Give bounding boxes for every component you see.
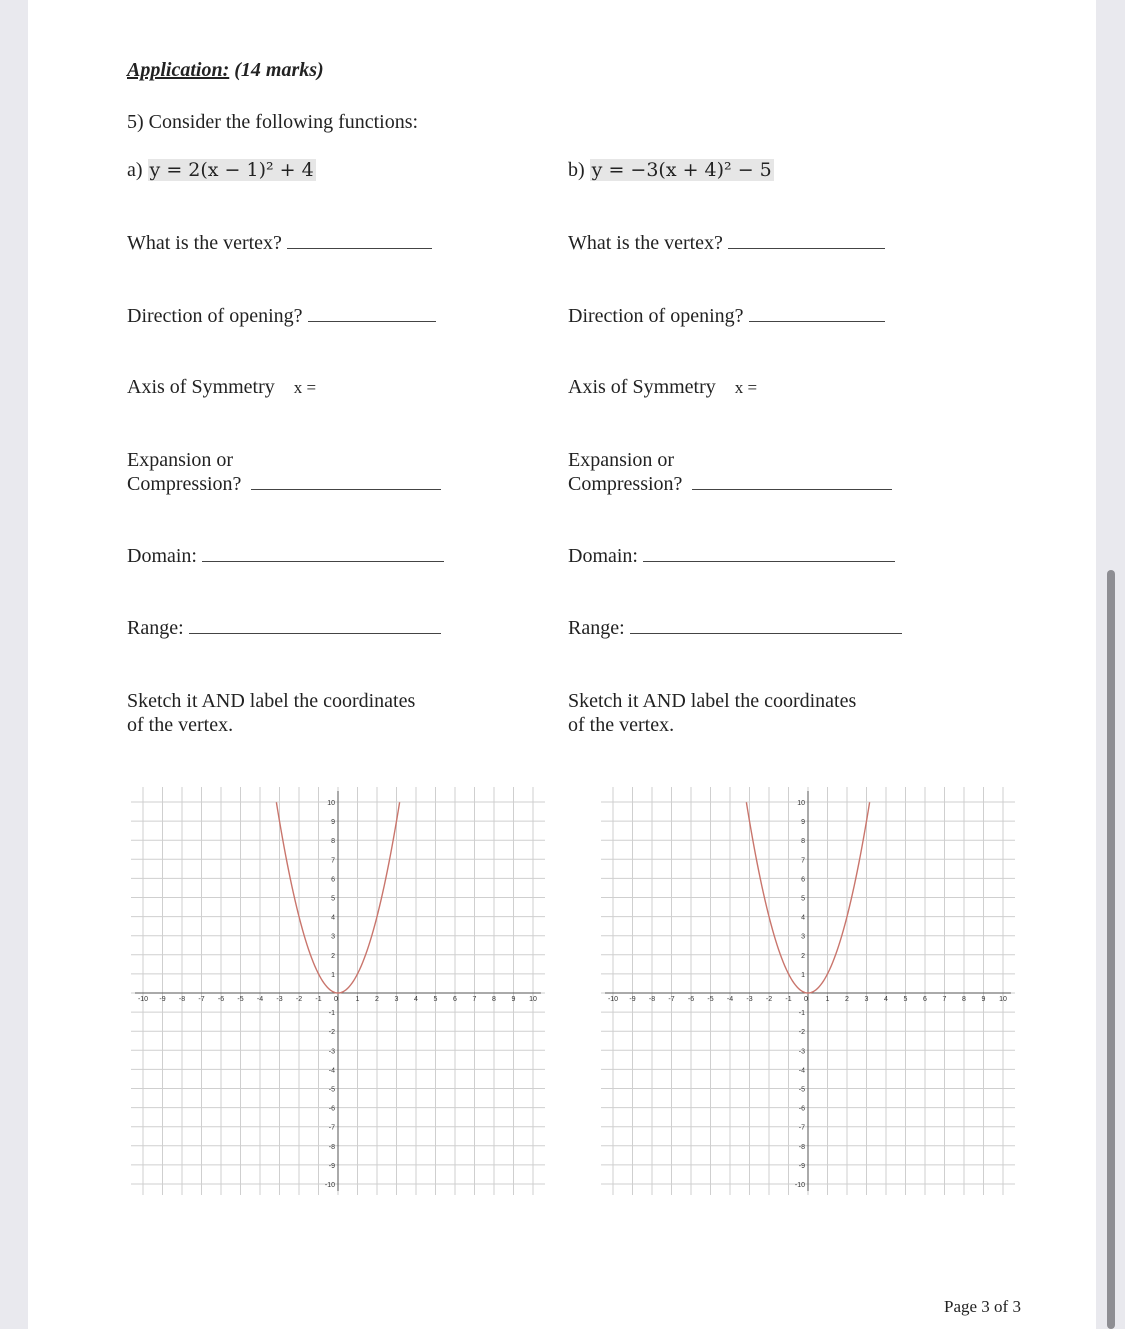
part-a-direction-label: Direction of opening? bbox=[127, 305, 303, 327]
part-b-range-blank[interactable] bbox=[630, 617, 902, 634]
x-tick-label: 0 bbox=[804, 996, 808, 1003]
graph-b[interactable] bbox=[598, 784, 1018, 1198]
y-tick-label: -7 bbox=[798, 1124, 805, 1132]
part-a-vertex-blank[interactable] bbox=[287, 232, 432, 249]
x-tick-label: 7 bbox=[472, 996, 477, 1003]
part-a-axis-equation: x = bbox=[293, 378, 317, 397]
part-b-domain-blank[interactable] bbox=[643, 545, 895, 562]
y-tick-label: -1 bbox=[798, 1010, 805, 1018]
part-b-sketch-line1: Sketch it AND label the coordinates bbox=[568, 690, 857, 712]
y-tick-label: -6 bbox=[798, 1105, 805, 1113]
part-b-axis-equation: x = bbox=[734, 378, 758, 397]
y-tick-label: -2 bbox=[328, 1029, 335, 1037]
part-a-expansion-blank[interactable] bbox=[251, 473, 441, 490]
y-tick-label: 3 bbox=[801, 933, 805, 941]
y-tick-label: -10 bbox=[794, 1182, 805, 1189]
part-b-domain-row bbox=[568, 544, 895, 568]
part-a-equation-row bbox=[127, 158, 316, 182]
part-b-axis-label: Axis of Symmetry bbox=[568, 376, 716, 398]
part-b-equation-row bbox=[568, 158, 774, 182]
part-b-vertex-label: What is the vertex? bbox=[568, 232, 723, 254]
x-tick-label: -1 bbox=[315, 996, 322, 1003]
y-tick-label: 5 bbox=[331, 895, 335, 903]
x-tick-label: 9 bbox=[981, 996, 986, 1003]
part-a-equation: y = 2(x − 1)² + 4 bbox=[149, 159, 314, 181]
x-tick-label: -8 bbox=[648, 996, 656, 1003]
y-tick-label: 1 bbox=[801, 971, 805, 979]
x-tick-label: 8 bbox=[962, 996, 966, 1003]
part-a-vertex-row bbox=[127, 231, 432, 255]
part-b-expansion-line1: Expansion or bbox=[568, 449, 675, 471]
x-tick-label: -8 bbox=[178, 996, 186, 1003]
x-tick-label: -5 bbox=[707, 996, 714, 1003]
y-tick-label: -4 bbox=[798, 1067, 805, 1075]
heading-marks: (14 marks) bbox=[229, 59, 324, 81]
y-tick-label: 10 bbox=[797, 800, 805, 807]
part-b-expansion-row bbox=[568, 472, 892, 496]
x-tick-label: 5 bbox=[433, 996, 438, 1003]
y-tick-label: -1 bbox=[328, 1010, 335, 1018]
x-tick-label: 5 bbox=[903, 996, 908, 1003]
x-tick-label: 6 bbox=[923, 996, 927, 1003]
part-a-range-blank[interactable] bbox=[189, 617, 441, 634]
x-tick-label: 1 bbox=[825, 996, 830, 1003]
y-tick-label: 8 bbox=[801, 838, 805, 846]
y-tick-label: 5 bbox=[801, 895, 805, 903]
part-a-direction-row bbox=[127, 304, 436, 328]
x-tick-label: -7 bbox=[198, 996, 205, 1003]
x-tick-label: 4 bbox=[414, 996, 418, 1003]
part-a-expansion-line1: Expansion or bbox=[127, 449, 234, 471]
y-tick-label: -2 bbox=[798, 1029, 805, 1037]
y-tick-label: 4 bbox=[801, 914, 805, 922]
part-b-domain-label: Domain: bbox=[568, 545, 638, 567]
part-a-range-row bbox=[127, 616, 441, 640]
part-b-direction-blank[interactable] bbox=[749, 305, 885, 322]
part-a-range-label: Range: bbox=[127, 617, 184, 639]
y-tick-label: 6 bbox=[331, 876, 335, 884]
y-tick-label: -9 bbox=[328, 1162, 335, 1170]
y-tick-label: -10 bbox=[324, 1182, 335, 1189]
part-b-range-label: Range: bbox=[568, 617, 625, 639]
y-tick-label: -8 bbox=[798, 1143, 805, 1151]
part-b-direction-row bbox=[568, 304, 885, 328]
question-text: 5) Consider the following functions: bbox=[127, 111, 419, 133]
y-tick-label: 9 bbox=[801, 819, 805, 827]
part-b-vertex-blank[interactable] bbox=[728, 232, 885, 249]
part-a-direction-blank[interactable] bbox=[308, 305, 436, 322]
part-a-sketch-line2: of the vertex. bbox=[127, 714, 234, 736]
part-a-axis-label: Axis of Symmetry bbox=[127, 376, 275, 398]
heading-label: Application: bbox=[127, 59, 230, 81]
x-tick-label: -3 bbox=[276, 996, 283, 1003]
x-tick-label: 10 bbox=[529, 996, 537, 1003]
part-b-vertex-row bbox=[568, 231, 885, 255]
part-b-label: b) bbox=[568, 159, 585, 181]
part-b-range-row bbox=[568, 616, 902, 640]
x-tick-label: 2 bbox=[375, 996, 379, 1003]
scrollbar-thumb[interactable] bbox=[1107, 570, 1115, 1329]
part-a-expansion-row bbox=[127, 472, 441, 496]
x-tick-label: 2 bbox=[845, 996, 849, 1003]
y-tick-label: -8 bbox=[328, 1143, 335, 1151]
x-tick-label: -3 bbox=[746, 996, 753, 1003]
graph-a[interactable] bbox=[128, 784, 548, 1198]
x-tick-label: -6 bbox=[217, 996, 225, 1003]
y-tick-label: -4 bbox=[328, 1067, 335, 1075]
y-tick-label: -5 bbox=[328, 1086, 335, 1094]
x-tick-label: -9 bbox=[159, 996, 166, 1003]
y-tick-label: -7 bbox=[328, 1124, 335, 1132]
x-tick-label: 1 bbox=[355, 996, 360, 1003]
y-tick-label: 8 bbox=[331, 838, 335, 846]
part-a-domain-row bbox=[127, 544, 444, 568]
x-tick-label: -6 bbox=[687, 996, 695, 1003]
part-a-sketch-line1: Sketch it AND label the coordinates bbox=[127, 690, 416, 712]
part-a-expansion-label: Compression? bbox=[127, 473, 242, 495]
y-tick-label: 7 bbox=[801, 857, 805, 865]
y-tick-label: 10 bbox=[327, 800, 335, 807]
y-tick-label: -9 bbox=[798, 1162, 805, 1170]
y-tick-label: -3 bbox=[328, 1048, 335, 1056]
part-b-axis-row bbox=[568, 375, 757, 400]
x-tick-label: -7 bbox=[668, 996, 675, 1003]
x-tick-label: 0 bbox=[334, 996, 338, 1003]
x-tick-label: -10 bbox=[137, 996, 149, 1003]
x-tick-label: -5 bbox=[237, 996, 244, 1003]
x-tick-label: 9 bbox=[511, 996, 516, 1003]
x-tick-label: 8 bbox=[492, 996, 496, 1003]
x-tick-label: 4 bbox=[884, 996, 888, 1003]
y-tick-label: -5 bbox=[798, 1086, 805, 1094]
part-b-sketch-line2: of the vertex. bbox=[568, 714, 675, 736]
x-tick-label: 7 bbox=[942, 996, 947, 1003]
y-tick-label: -6 bbox=[328, 1105, 335, 1113]
y-tick-label: 3 bbox=[331, 933, 335, 941]
part-b-expansion-blank[interactable] bbox=[692, 473, 892, 490]
part-b-expansion-label: Compression? bbox=[568, 473, 683, 495]
x-tick-label: 6 bbox=[453, 996, 457, 1003]
page-number: Page 3 of 3 bbox=[944, 1297, 1021, 1316]
x-tick-label: 3 bbox=[394, 996, 399, 1003]
part-a-domain-blank[interactable] bbox=[202, 545, 444, 562]
part-a-domain-label: Domain: bbox=[127, 545, 197, 567]
part-b-equation: y = −3(x + 4)² − 5 bbox=[591, 159, 772, 181]
section-heading bbox=[127, 58, 324, 82]
x-tick-label: -10 bbox=[607, 996, 619, 1003]
part-a-axis-row bbox=[127, 375, 316, 400]
part-a-label: a) bbox=[127, 159, 143, 181]
y-tick-label: 2 bbox=[331, 952, 335, 960]
x-tick-label: -4 bbox=[256, 996, 264, 1003]
y-tick-label: 9 bbox=[331, 819, 335, 827]
y-tick-label: 2 bbox=[801, 952, 805, 960]
x-tick-label: -2 bbox=[295, 996, 303, 1003]
y-tick-label: 1 bbox=[331, 971, 335, 979]
x-tick-label: -4 bbox=[726, 996, 734, 1003]
y-tick-label: 7 bbox=[331, 857, 335, 865]
x-tick-label: 3 bbox=[864, 996, 869, 1003]
y-tick-label: 6 bbox=[801, 876, 805, 884]
x-tick-label: -1 bbox=[785, 996, 792, 1003]
part-a-vertex-label: What is the vertex? bbox=[127, 232, 282, 254]
part-b-direction-label: Direction of opening? bbox=[568, 305, 744, 327]
x-tick-label: -9 bbox=[629, 996, 636, 1003]
y-tick-label: 4 bbox=[331, 914, 335, 922]
y-tick-label: -3 bbox=[798, 1048, 805, 1056]
x-tick-label: 10 bbox=[999, 996, 1007, 1003]
x-tick-label: -2 bbox=[765, 996, 773, 1003]
